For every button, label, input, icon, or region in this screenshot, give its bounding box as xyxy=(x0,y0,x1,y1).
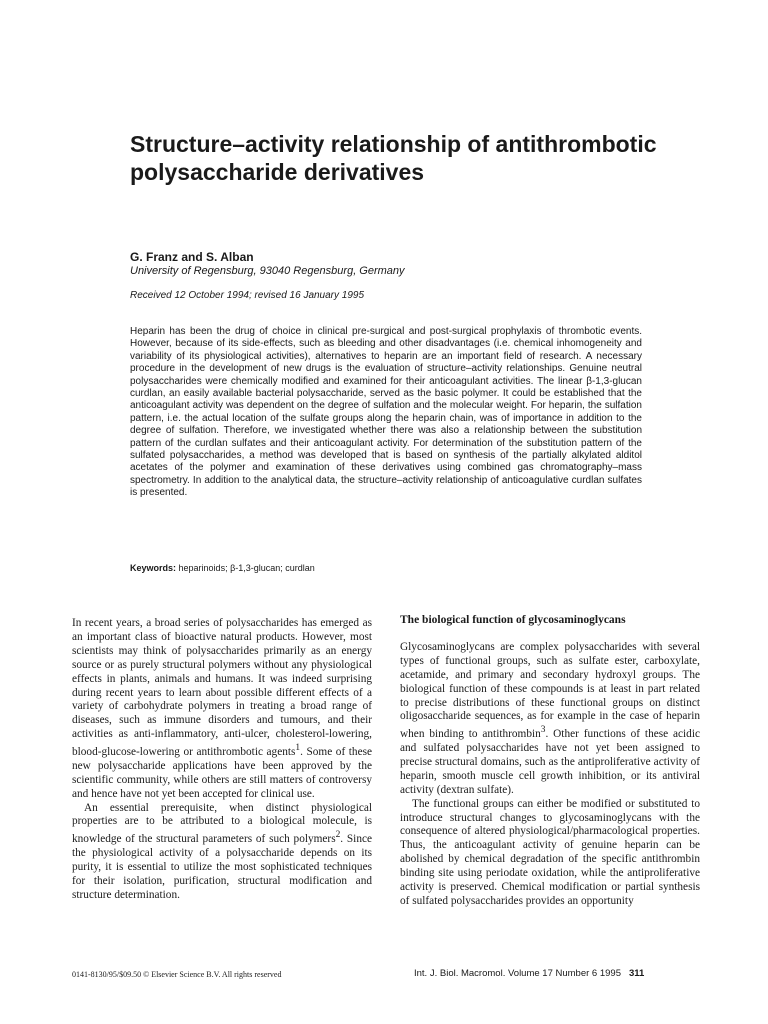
page-number: 311 xyxy=(629,968,645,979)
left-column xyxy=(72,617,372,903)
section-p1-text-b: . Other functions of these acidic and sulfated polysaccharides have not yet been assigned to precise structural domains, such as the antiproliferative activity of heparin, smooth muscle cell growth inhibition, or its antiviral activity (dextran sulfate). xyxy=(400,728,700,796)
right-column xyxy=(400,614,700,909)
reference-1: 1 xyxy=(295,743,301,754)
section-paragraph-1 xyxy=(400,641,700,798)
reference-2: 2 xyxy=(335,830,341,841)
reference-3: 3 xyxy=(540,725,546,736)
keywords xyxy=(130,563,315,573)
journal-footer xyxy=(414,968,644,979)
received-dates: Received 12 October 1994; revised 16 January 1995 xyxy=(130,290,365,301)
intro-p1-text-b: . Some of these new polysaccharide applications have been approved by the scientific community, while others are still matters of controversy and hence have not yet been accepted for clinical use. xyxy=(72,745,372,800)
section-paragraph-2: The functional groups can either be modified or substituted to introduce structural changes to glycosaminoglycans with the consequence of altered physiological/pharmacological properties. Thus, the anticoagulant activity of genuine heparin can be abolished by chemical degradation of the specific antithrombin binding site using periodate oxidation, while the antiproliferative activity is preserved. Chemical modification or partial synthesis of sulfated polysaccharides provides an opportunity xyxy=(400,797,700,907)
copyright-footer: 0141-8130/95/$09.50 © Elsevier Science B.V. All rights reserved xyxy=(72,970,282,979)
section-heading: The biological function of glycosaminoglycans xyxy=(400,614,626,626)
authors: G. Franz and S. Alban xyxy=(130,250,254,264)
abstract: Heparin has been the drug of choice in clinical pre-surgical and post-surgical prophylaxis of thrombotic events. However, because of its side-effects, such as bleeding and other disadvantages (i.e. chemical inhomogeneity and variability of its physiological activities), alternatives to heparin are an important field of research. A necessary procedure in the development of new drugs is the evaluation of structure–activity relationships. Genuine neutral polysaccharides were chemically modified and examined for their anticoagulant activities. The linear β-1,3-glucan curdlan, an easily available bacterial polysaccharide, served as the basic polymer. It could be established that the anticoagulant activity was dependent on the degree of sulfation and the molecular weight. For heparin, the sulfation pattern, i.e. the actual location of the sulfate groups along the heparin chain, was of importance in addition to the degree of sulfation. Therefore, we investigated whether there was also a relationship between the substitution pattern of the curdlan sulfates and their anticoagulant activity. For determination of the substitution pattern of the sulfated polysaccharides, a method was developed that is based on synthesis of the partially alkylated alditol acetates of the polymer and examination of these derivatives using combined gas chromatography–mass spectrometry. In addition to the analytical data, the structure–activity relationship of anticoagulative curdlan sulfates is presented. xyxy=(130,326,642,499)
intro-p1-text-a: In recent years, a broad series of polysaccharides has emerged as an important class of bioactive natural products. However, most scientists may think of polysaccharides primarily as an energy source or as purely structural polymers without any physiological effects in plants, animals and humans. It was indeed surprising during recent years to learn about possible different effects of a variety of carbohydrate polymers in treating a broad range of diseases, such as immune disorders and tumours, and their activities as anti-inflammatory, anti-ulcer, cholesterol-lowering, blood-glucose-lowering or antithrombotic agents xyxy=(72,617,372,758)
intro-paragraph-2 xyxy=(72,802,372,903)
journal-citation: Int. J. Biol. Macromol. Volume 17 Number 6 1995 xyxy=(414,968,621,979)
keywords-text: heparinoids; β-1,3-glucan; curdlan xyxy=(178,563,315,573)
keywords-label: Keywords: xyxy=(130,563,177,573)
affiliation: University of Regensburg, 93040 Regensburg, Germany xyxy=(130,265,405,277)
section-p1-text-a: Glycosaminoglycans are complex polysaccharides with several types of functional groups, such as sulfate ester, carboxylate, acetamide, and primary and secondary hydroxyl groups. The biological function of these compounds is at least in part related to precise distributions of these functional groups on distinct oligosaccharide sequences, as for example in the case of heparin when binding to antithrombin xyxy=(400,640,700,741)
intro-paragraph-1 xyxy=(72,617,372,802)
intro-p2-text-b: . Since the physiological activity of a polysaccharide depends on its purity, it is essential to utilize the most sophisticated techniques for their isolation, purification, structural modification and structure determination. xyxy=(72,833,372,901)
intro-p2-text-a: An essential prerequisite, when distinct physiological properties are to be attributed to a biological molecule, is knowledge of the structural parameters of such polymers xyxy=(72,801,372,846)
article-title: Structure–activity relationship of antithrombotic polysaccharide derivatives xyxy=(130,131,657,185)
